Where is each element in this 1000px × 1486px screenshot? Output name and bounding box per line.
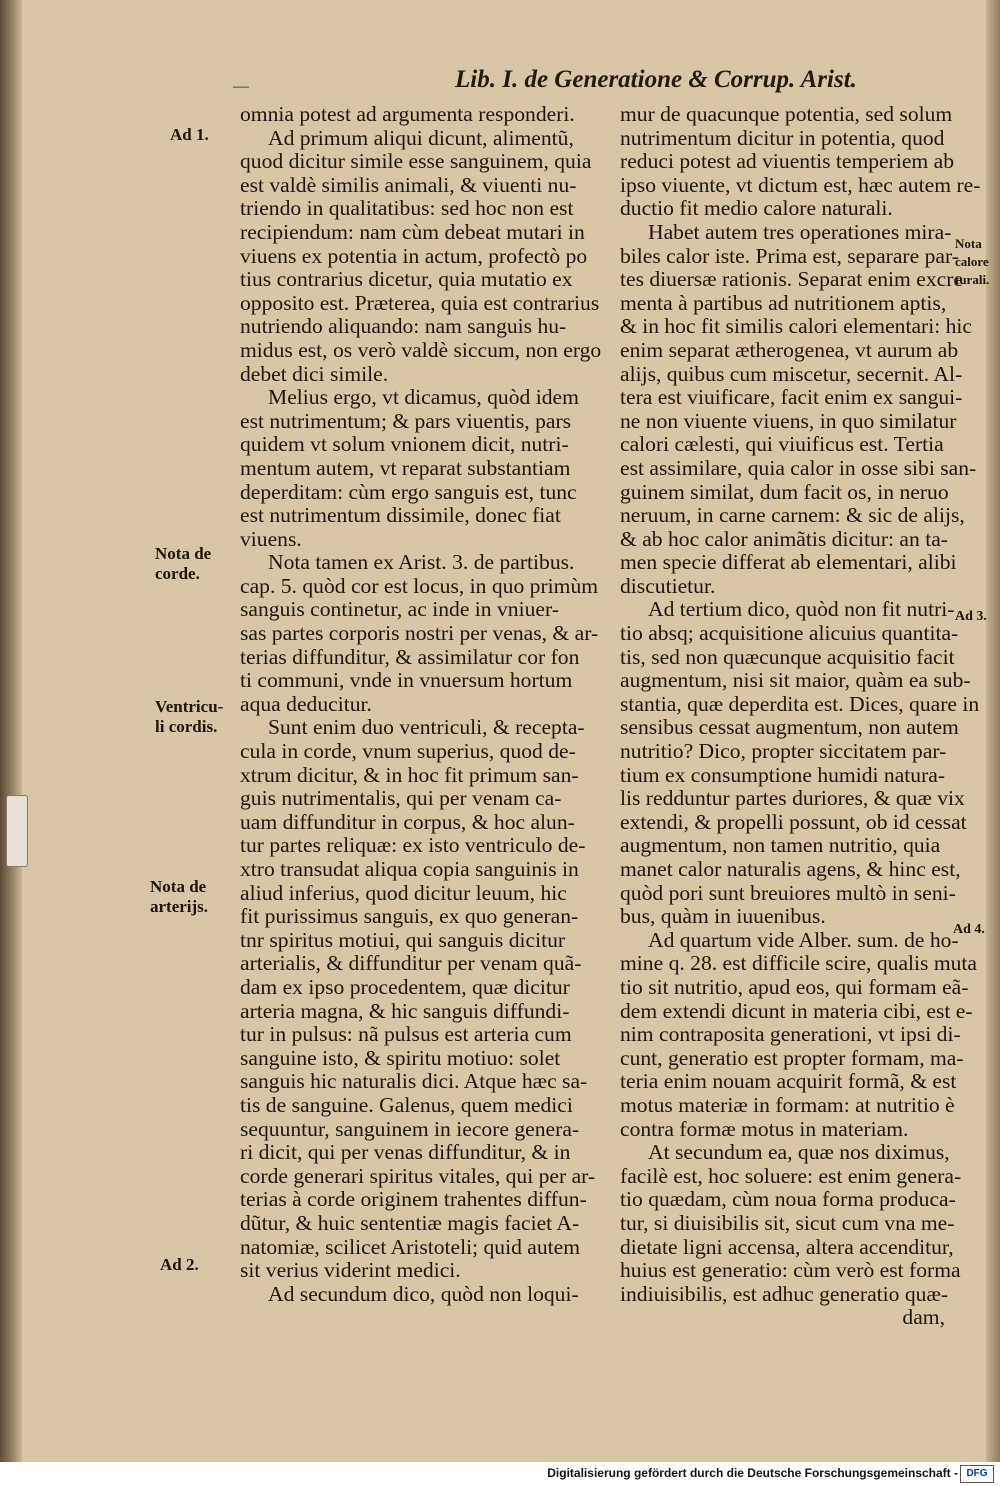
text-line: ti communi, vnde in vnuersum hortum [240,668,573,693]
text-line: contra formæ motus in materiam. [620,1116,909,1141]
text-line: facilè est, hoc soluere: est enim genera- [620,1163,962,1188]
margin-note-text: Nota de [150,877,207,896]
text-line: est nutrimentum dissimile, donec fiat [240,503,561,528]
margin-note-text: li cordis. [155,717,218,736]
text-line: est nutrimentum; & pars viuentis, pars [240,408,572,433]
margin-note-text: Ad 2. [160,1255,199,1274]
text-line: augmentum, non tamen nutritio, quia [620,833,941,858]
text-line: tium ex consumptione humidi natura- [620,762,946,787]
funding-credit: Digitalisierung gefördert durch die Deutsche Forschungsgemeinschaft - [547,1466,958,1480]
text-line: At secundum ea, quæ nos diximus, [648,1140,950,1165]
text-line: augmentum, nisi sit maior, quàm ea sub- [620,668,971,693]
text-line: bus, quàm in iuuenibus. [620,904,826,929]
text-line: sequuntur, sanguinem in iecore genera- [240,1116,580,1141]
text-line: Ad secundum dico, quòd non loqui- [268,1281,579,1306]
catchword: dam, [902,1305,945,1330]
text-line: corde generari spiritus vitales, qui per ar- [240,1163,596,1188]
text-line: tes diuersæ rationis. Separat enim excre [620,267,963,292]
text-line: Melius ergo, vt dicamus, quòd idem [268,385,579,410]
text-line: extendi, & propelli possunt, ob id cessat [620,809,967,834]
margin-note-ad2 [160,1255,199,1275]
text-line: aliud inferius, quod dicitur leuum, hic [240,880,567,905]
text-line: sanguine isto, & spiritu motiuo: solet [240,1045,561,1070]
text-line: terias à corde originem trahentes diffun- [240,1187,587,1212]
page-edge [986,0,1000,1462]
margin-note-text: Ad 4. [953,922,985,937]
text-line: recipiendum: nam cùm debeat mutari in [240,219,585,244]
text-line: enim separat ætherogenea, vt aurum ab [620,337,959,362]
text-line: xtrum dicitur, & in hoc fit primum san- [240,762,579,787]
text-line: indiuisibilis, est adhuc generatio quæ- [620,1281,949,1306]
margin-note-nota-de-corde [155,544,211,584]
text-line: Ad tertium dico, quòd non fit nutri- [648,597,955,622]
text-line: biles calor iste. Prima est, separare par- [620,243,959,268]
text-line: tera est viuificare, facit enim ex sangui- [620,385,963,410]
running-head: Lib. I. de Generatione & Corrup. Arist. [455,66,857,93]
text-line: Sunt enim duo ventriculi, & recepta- [268,715,585,740]
margin-note-text: Ad 1. [170,125,209,144]
text-line: ri dicit, qui per venas diffunditur, & in [240,1140,571,1165]
text-line: cunt, generatio est propter formam, ma- [620,1045,964,1070]
text-line: sanguis hic naturalis dici. Atque hæc sa- [240,1069,588,1094]
text-line: nutriendo aliquando: nam sanguis hu- [240,314,567,339]
text-line: huius est generatio: cùm verò est forma [620,1258,961,1283]
text-line: debet dici simile. [240,361,389,386]
text-line: alijs, quibus cum miscetur, secernit. Al- [620,361,963,386]
text-line: guis nutrimentalis, qui per venam ca- [240,786,562,811]
text-line: tur, si diuisibilis sit, sicut cum vna me- [620,1210,955,1235]
text-line: opposito est. Præterea, quia est contrarius [240,290,600,315]
text-line: lis redduntur partes duriores, & quæ vix [620,786,965,811]
dfg-logo: DFG [960,1465,994,1483]
text-line: mentum autem, vt reparat substantiam [240,455,571,480]
text-line: arterialis, & diffunditur per venam quã- [240,951,582,976]
text-line: & ab hoc calor animãtis dicitur: an ta- [620,526,948,551]
text-line: nutrimentum dicitur in potentia, quod [620,125,945,150]
text-line: nim contraposita generationi, vt ipsi di- [620,1022,961,1047]
text-line: triendo in qualitatibus: sed hoc non est [240,196,574,221]
text-line: manet calor naturalis agens, & hinc est, [620,857,961,881]
text-line: teria enim nouam acquirit formã, & est [620,1069,957,1094]
margin-note-text: Nota [955,236,982,251]
text-line: tur partes reliquæ: ex isto ventriculo de- [240,833,586,858]
text-line: reduci potest ad viuentis temperiem ab [620,149,954,174]
left-text-column [240,103,600,1306]
text-line: stantia, quæ deperdita est. Dices, quare in [620,691,980,716]
text-line: tio sit nutritio, apud eos, qui formam eã- [620,974,969,999]
margin-note-ventriculi-cordis [155,697,223,737]
text-line: midus est, os verò valdè siccum, non ergo [240,337,602,362]
text-line: tius contrarius dicetur, quia mutatio ex [240,267,573,292]
margin-note-text: calore [955,254,989,269]
text-line: est valdè similis animali, & viuenti nu- [240,172,577,197]
text-line: natomiæ, scilicet Aristoteli; quid autem [240,1234,581,1259]
margin-note-text: turali. [955,272,990,287]
margin-note-ad1 [170,125,209,145]
margin-note-text: Nota de [155,544,212,563]
book-gutter [0,0,22,1462]
text-line: tis de sanguine. Galenus, quem medici [240,1092,573,1117]
text-line: dam ex ipso procedentem, quæ dicitur [240,974,570,999]
text-line: Ad primum aliqui dicunt, alimentũ, [268,125,574,150]
text-line: quod dicitur simile esse sanguinem, quia [240,149,592,174]
text-line: sensibus cessat augmentum, non autem [620,715,959,740]
text-line: quòd pori sunt breuiores multò in seni- [620,880,956,905]
text-line: ne non viuente viuens, in quo similatur [620,408,957,433]
text-line: calori cælesti, qui viuificus est. Tertia [620,432,944,457]
text-line: quidem vt solum vnionem dicit, nutri- [240,432,569,457]
text-line: cap. 5. quòd cor est locus, in quo primùm [240,573,599,598]
text-line: omnia potest ad argumenta responderi. [240,102,575,126]
text-line: tur in pulsus: nã pulsus est arteria cum [240,1022,572,1047]
text-line: est assimilare, quia calor in osse sibi san- [620,455,977,480]
text-line: Nota tamen ex Arist. 3. de partibus. [268,550,575,575]
text-line: dietate ligni accensa, altera accenditur, [620,1234,954,1259]
text-line: menta à partibus ad nutritionem aptis, [620,290,947,315]
margin-note-text: Ventricu- [155,697,224,716]
text-line: & in hoc fit similis calori elementari: hic [620,314,973,339]
text-line: ipso viuente, vt dictum est, hæc autem re- [620,172,981,197]
margin-note-nota-de-arterijs [150,877,208,917]
text-line: tio absq; acquisitione alicuius quantita- [620,621,959,646]
text-line: neruum, in carne carnem: & sic de alijs, [620,503,965,528]
margin-note-text: arterijs. [150,897,209,916]
text-line: uam diffunditur in corpus, & hoc alun- [240,809,575,834]
text-line: viuens. [240,526,302,551]
text-line: aqua deducitur. [240,691,372,716]
text-line: mine q. 28. est difficile scire, qualis muta [620,951,978,976]
text-line: sanguis continetur, ac inde in vniuer- [240,597,559,622]
text-line: deperditam: cùm ergo sanguis est, tunc [240,479,577,504]
text-line: tio quædam, cùm noua forma produca- [620,1187,956,1212]
digitization-footer [0,1462,1000,1486]
text-line: arteria magna, & hic sanguis diffundi- [240,998,570,1023]
text-line: fit purissimus sanguis, ex quo generan- [240,904,579,929]
text-line: guinem similat, dum facit os, in neruo [620,479,949,504]
text-line: nutritio? Dico, propter siccitatem par- [620,739,947,764]
text-line: mur de quacunque potentia, sed solum [620,102,953,126]
text-line: ductio fit medio calore naturali. [620,196,893,221]
text-line: xtro transudat aliqua copia sanguinis in [240,857,579,881]
text-line: terias diffunditur, & assimilatur cor fon [240,644,580,669]
margin-note-text: Ad 3. [955,609,987,624]
text-line: tnr spiritus motiui, qui sanguis dicitur [240,927,566,952]
margin-note-text: corde. [155,564,200,583]
text-line: sas partes corporis nostri per venas, & ar- [240,621,599,646]
text-line: Ad quartum vide Alber. sum. de ho- [648,927,959,952]
header-ornament: ‒‒ [233,78,249,95]
text-line: tis, sed non quæcunque acquisitio facit [620,644,955,669]
book-clip [6,795,28,867]
text-line: cula in corde, vnum superius, quod de- [240,739,576,764]
text-line: sit verius viderint medici. [240,1258,461,1283]
text-line: dem extendi dicunt in materia cibi, est e- [620,998,973,1023]
text-line: men specie differat ab elementari, alibi [620,550,957,575]
text-line: discutietur. [620,573,716,598]
text-line: dũtur, & huic sententiæ magis faciet A- [240,1210,580,1235]
text-line: motus materiæ in formam: at nutritio è [620,1092,955,1117]
text-line: viuens ex potentia in actum, profectò po [240,243,588,268]
text-line: Habet autem tres operationes mira- [648,219,952,244]
